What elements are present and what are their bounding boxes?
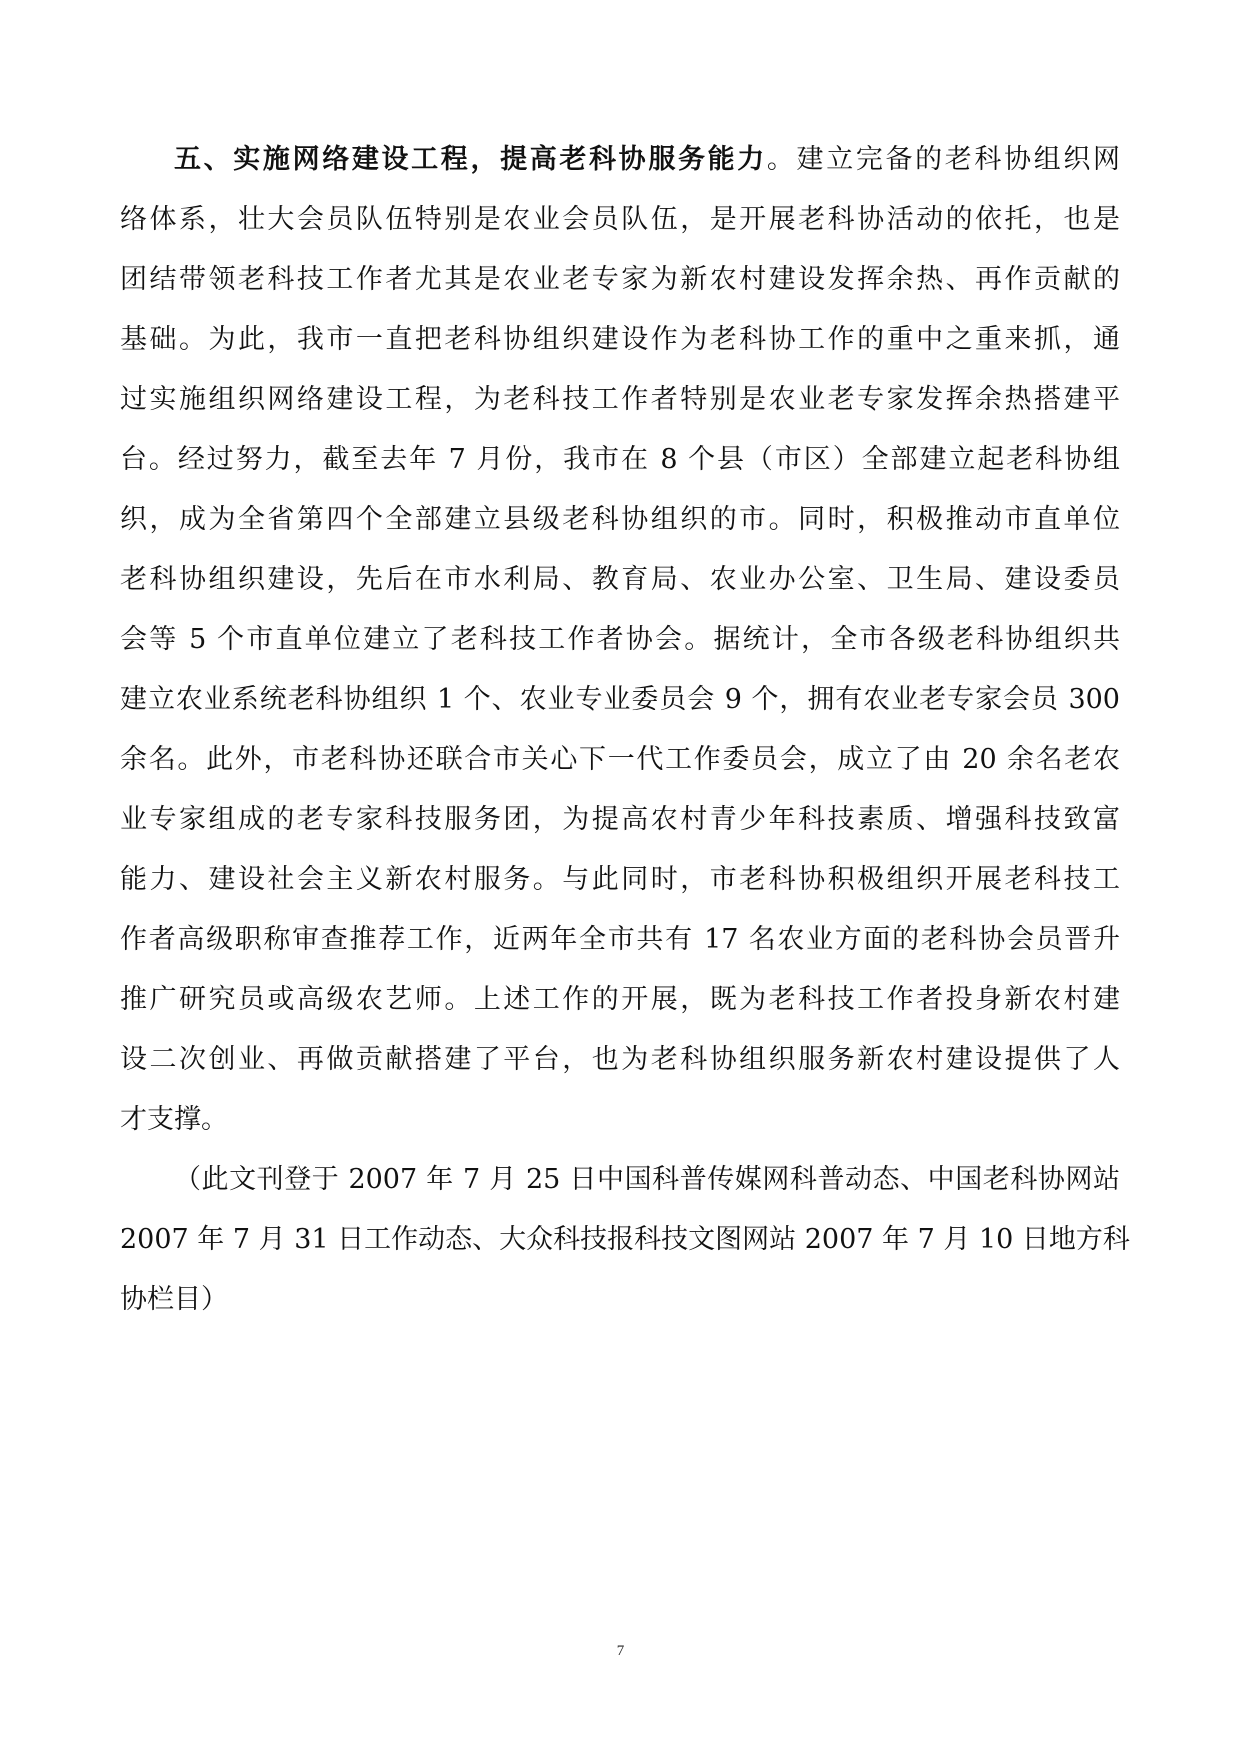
page-number: 7 xyxy=(616,1643,625,1659)
note-line-2: 2007 年 7 月 31 日工作动态、大众科技报科技文图网站 2007 年 7 月 10 日地方科 xyxy=(120,1224,1130,1255)
paragraph-5-line-14: 作者高级职称审查推荐工作，近两年全市共有 17 名农业方面的老科协会员晋升 xyxy=(120,924,1120,955)
paragraph-5-line-2: 络体系，壮大会员队伍特别是农业会员队伍，是开展老科协活动的依托，也是 xyxy=(120,204,1120,235)
note-last-line: 协栏目） xyxy=(120,1284,228,1315)
paragraph-5-line-1 xyxy=(120,130,1120,190)
paragraph-5-line-16: 设二次创业、再做贡献搭建了平台，也为老科协组织服务新农村建设提供了人 xyxy=(120,1044,1120,1075)
paragraph-5-line-11: 余名。此外，市老科协还联合市关心下一代工作委员会，成立了由 20 余名老农 xyxy=(120,744,1120,775)
section-heading: 五、实施网络建设工程，提高老科协服务能力 xyxy=(174,144,767,175)
paragraph-5-line-9: 会等 5 个市直单位建立了老科技工作者协会。据统计，全市各级老科协组织共 xyxy=(120,624,1120,655)
paragraph-5-line-7: 织，成为全省第四个全部建立县级老科协组织的市。同时，积极推动市直单位 xyxy=(120,504,1120,535)
paragraph-5-line-4: 基础。为此，我市一直把老科协组织建设作为老科协工作的重中之重来抓，通 xyxy=(120,324,1120,355)
paragraph-5-line-12: 业专家组成的老专家科技服务团，为提高农村青少年科技素质、增强科技致富 xyxy=(120,804,1120,835)
paragraph-5-line-10: 建立农业系统老科协组织 1 个、农业专业委员会 9 个，拥有农业老专家会员 300 xyxy=(120,684,1120,715)
paragraph-5-line-3: 团结带领老科技工作者尤其是农业老专家为新农村建设发挥余热、再作贡献的 xyxy=(120,264,1120,295)
paragraph-5-line-5: 过实施组织网络建设工程，为老科技工作者特别是农业老专家发挥余热搭建平 xyxy=(120,384,1120,415)
paragraph-5-line-8: 老科协组织建设，先后在市水利局、教育局、农业办公室、卫生局、建设委员 xyxy=(120,564,1120,595)
heading-continuation: 。建立完备的老科协组织网 xyxy=(766,144,1121,175)
paragraph-5-line-15: 推广研究员或高级农艺师。上述工作的开展，既为老科技工作者投身新农村建 xyxy=(120,984,1120,1015)
body-text xyxy=(120,130,1130,1330)
paragraph-5-line-13: 能力、建设社会主义新农村服务。与此同时，市老科协积极组织开展老科技工 xyxy=(120,864,1120,895)
note-line-1: （此文刊登于 2007 年 7 月 25 日中国科普传媒网科普动态、中国老科协网站 xyxy=(174,1164,1120,1195)
paragraph-5-line-6: 台。经过努力，截至去年 7 月份，我市在 8 个县（市区）全部建立起老科协组 xyxy=(120,444,1120,475)
paragraph-5-last-line: 才支撑。 xyxy=(120,1104,228,1135)
